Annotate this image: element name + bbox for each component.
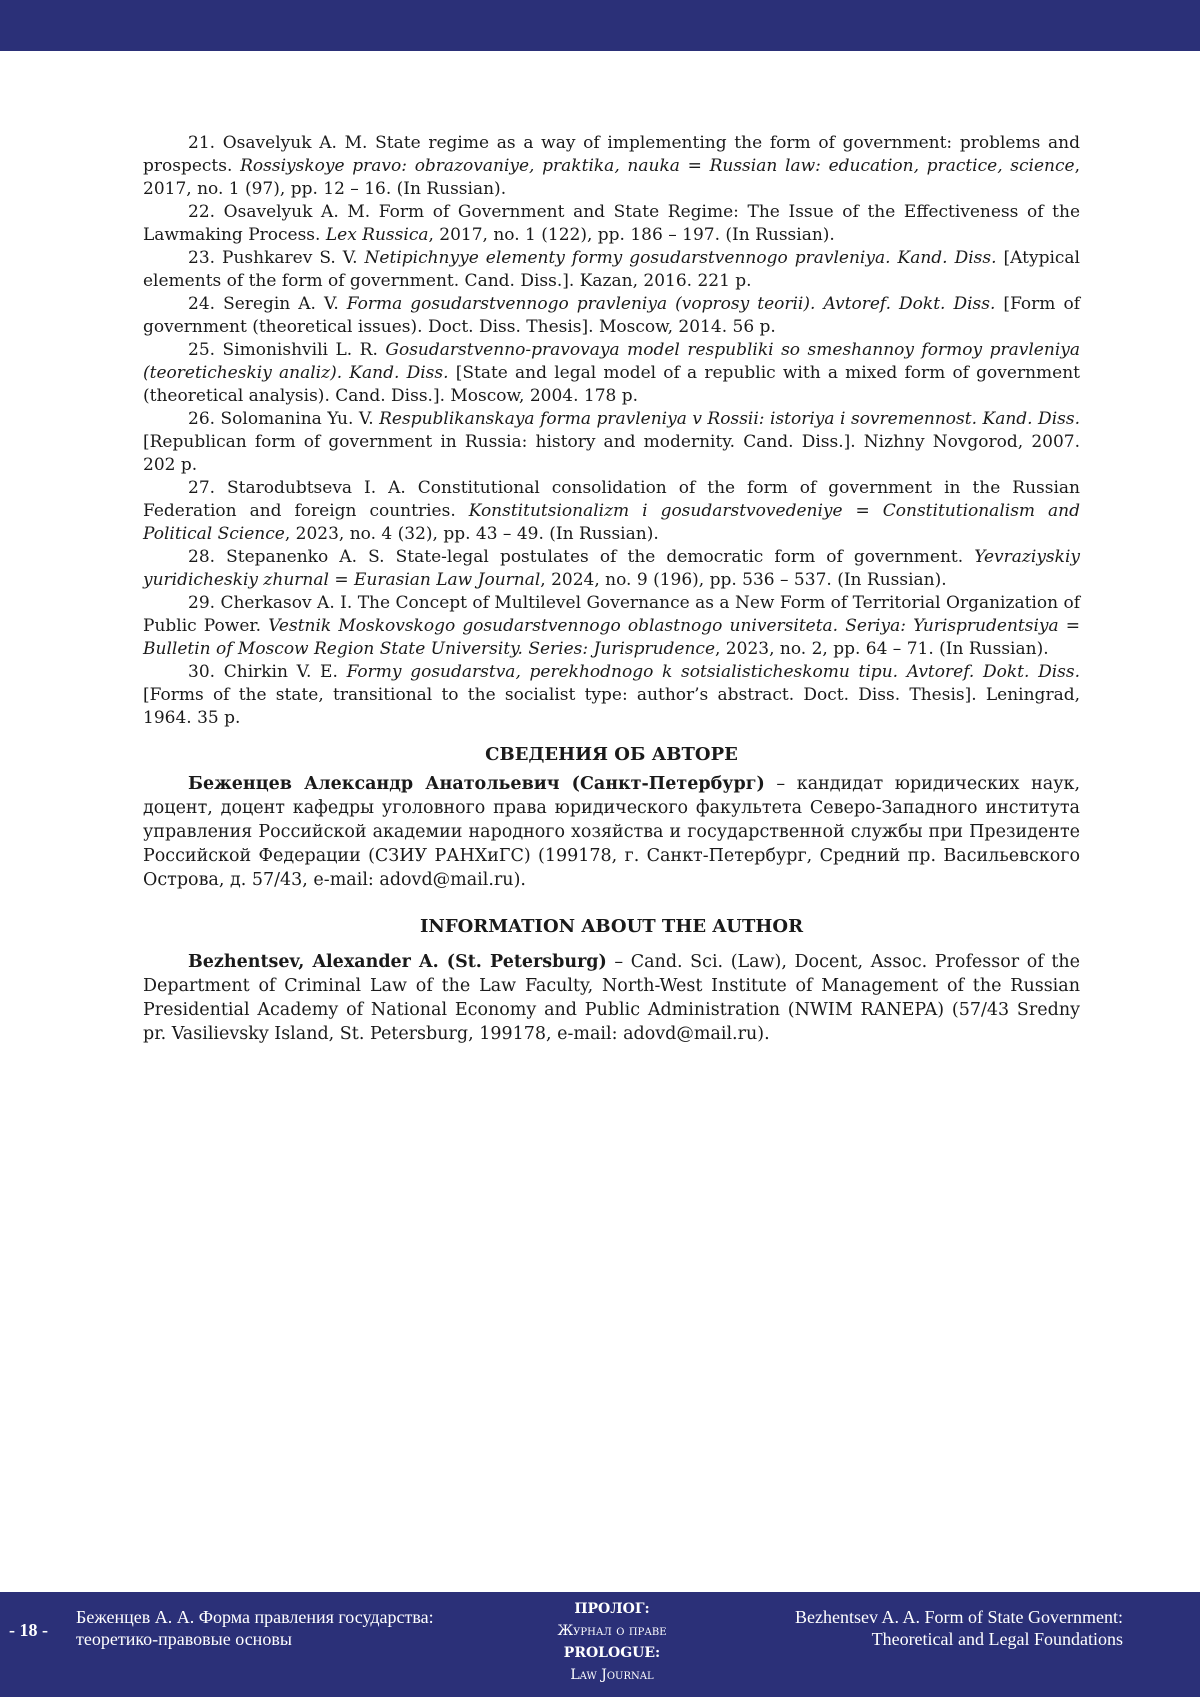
author-paragraph-ru: Беженцев Александр Анатольевич (Санкт-Петербург) – кандидат юридических наук, доцент, доцент кафедры уголовного права юридического факультета Северо-Западного института управления Российской академии народного хозяйства и государственной службы при Президенте Российской Федерации (СЗИУ РАНХиГС) (199178, г. Санкт-Петербург, Средний пр. Васильевского Острова, д. 57/43, e-mail: adovd@mail.ru). xyxy=(143,774,1081,890)
reference-item: 21. Osavelyuk A. M. State regime as a way of implementing the form of government: problems and prospects. Rossiyskoye pravo: obrazovaniye, praktika, nauka = Russian law: education, practice, science, 2017, no. 1 (97), pp. 12 – 16. (In Russian). xyxy=(143,133,1080,199)
reference-item: 30. Chirkin V. E. Formy gosudarstva, perekhodnogo k sotsialisticheskomu tipu. Avtoref. Dokt. Diss. [Forms of the state, transitional to the socialist type: author’s abstract. Doct. Diss. Thesis]. Leningrad, 1964. 35 p. xyxy=(143,662,1080,728)
reference-item: 28. Stepanenko A. S. State-legal postulates of the democratic form of government. Yevraziyskiy yuridicheskiy zhurnal = Eurasian Law Journal, 2024, no. 9 (196), pp. 536 – 537. (In Russian). xyxy=(143,547,1080,590)
reference-list xyxy=(143,132,1080,730)
reference-item: 25. Simonishvili L. R. Gosudarstvenno-pravovaya model respubliki so smeshannoy formoy pravleniya (teoreticheskiy analiz). Kand. Diss. [State and legal model of a republic with a mixed form of government (theoretical analysis). Cand. Diss.]. Moscow, 2004. 178 p. xyxy=(143,340,1080,406)
footer-title-en: Bezhentsev A. A. Form of State Government: Theoretical and Legal Foundations xyxy=(795,1607,1123,1649)
reference-item: 24. Seregin A. V. Forma gosudarstvennogo pravleniya (voprosy teorii). Avtoref. Dokt. Diss. [Form of government (theoretical issues). Doct. Diss. Thesis]. Moscow, 2014. 56 p. xyxy=(143,294,1080,337)
journal-name: ПРОЛОГ: Журнал о праве PROLOGUE: Law Journal xyxy=(557,1601,667,1683)
author-info-en xyxy=(143,950,1080,1046)
footer-title-ru: Беженцев А. А. Форма правления государства: теоретико-правовые основы xyxy=(76,1607,434,1649)
author-info-ru xyxy=(143,772,1080,892)
reference-item: 26. Solomanina Yu. V. Respublikanskaya forma pravleniya v Rossii: istoriya i sovremennost. Kand. Diss. [Republican form of government in Russia: history and modernity. Cand. Diss.]. Nizhny Novgorod, 2007. 202 p. xyxy=(143,409,1080,475)
reference-item: 29. Cherkasov A. I. The Concept of Multilevel Governance as a New Form of Territorial Organization of Public Power. Vestnik Moskovskogo gosudarstvennogo oblastnogo universiteta. Seriya: Yurisprudentsiya = Bulletin of Moscow Region State University. Series: Jurisprudence, 2023, no. 2, pp. 64 – 71. (In Russian). xyxy=(143,593,1081,659)
author-paragraph-en: Bezhentsev, Alexander A. (St. Petersburg) – Cand. Sci. (Law), Docent, Assoc. Professor of the Department of Criminal Law of the Law Faculty, North-West Institute of Management of the Russian Presidential Academy of National Economy and Public Administration (NWIM RANEPA) (57/43 Sredny pr. Vasilievsky Island, St. Petersburg, 199178, e-mail: adovd@mail.ru). xyxy=(143,952,1080,1044)
author-name-en: Bezhentsev, Alexander A. (St. Petersburg) xyxy=(188,952,607,972)
reference-item: 22. Osavelyuk A. M. Form of Government and State Regime: The Issue of the Effectiveness of the Lawmaking Process. Lex Russica, 2017, no. 1 (122), pp. 186 – 197. (In Russian). xyxy=(143,202,1080,245)
reference-item: 23. Pushkarev S. V. Netipichnyye elementy formy gosudarstvennogo pravleniya. Kand. Diss. [Atypical elements of the form of government. Cand. Diss.]. Kazan, 2016. 221 p. xyxy=(143,248,1080,291)
page-footer xyxy=(0,1592,1200,1697)
author-info-heading-en: INFORMATION ABOUT THE AUTHOR xyxy=(419,916,804,937)
author-name-ru: Беженцев Александр Анатольевич (Санкт-Петербург) xyxy=(188,774,765,794)
author-info-heading-ru: СВЕДЕНИЯ ОБ АВТОРЕ xyxy=(485,744,738,765)
reference-item: 27. Starodubtseva I. A. Constitutional consolidation of the form of government in the Russian Federation and foreign countries. Konstitutsionalizm i gosudarstvovedeniye = Constitutionalism and Political Science, 2023, no. 4 (32), pp. 43 – 49. (In Russian). xyxy=(143,478,1080,544)
top-banner xyxy=(0,0,1200,51)
page-number: - 18 - xyxy=(9,1620,48,1640)
page-content xyxy=(143,132,1080,1046)
